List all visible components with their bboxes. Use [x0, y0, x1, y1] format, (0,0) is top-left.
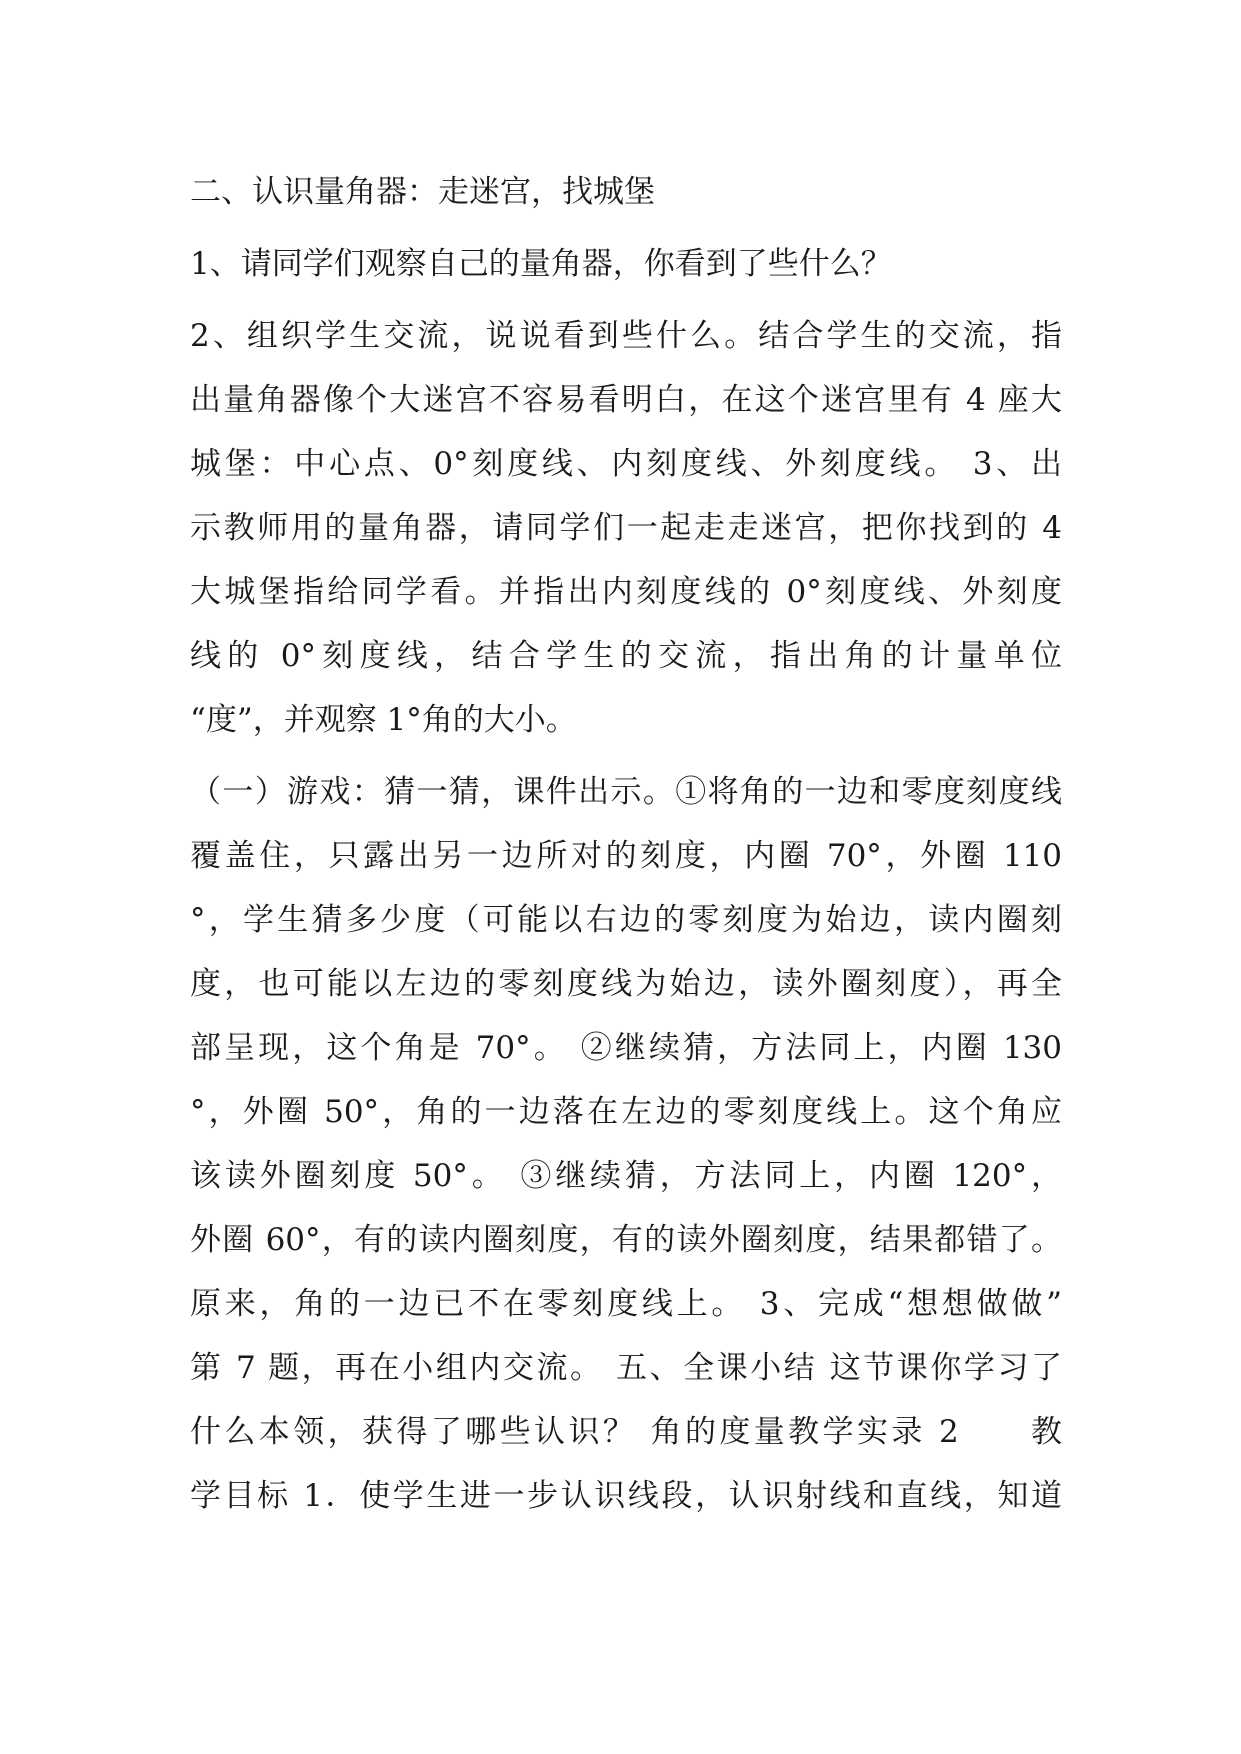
text-line: 度，也可能以左边的零刻度线为始边，读外圈刻度），再全 — [190, 966, 1062, 1002]
text-line: 外圈 60°，有的读内圈刻度，有的读外圈刻度，结果都错了。 — [190, 1222, 1062, 1258]
text-line: 出量角器像个大迷宫不容易看明白，在这个迷宫里有 4 座大 — [190, 382, 1062, 418]
text-line: °，外圈 50°，角的一边落在左边的零刻度线上。这个角应 — [190, 1094, 1062, 1130]
section-heading — [190, 160, 1062, 224]
text-line: 大城堡指给同学看。并指出内刻度线的 0°刻度线、外刻度 — [190, 574, 1062, 610]
document-body — [190, 160, 1062, 1528]
text-line: （一）游戏：猜一猜，课件出示。①将角的一边和零度刻度线 — [190, 774, 1062, 810]
text-line: 二、认识量角器：走迷宫，找城堡 — [190, 174, 655, 210]
text-line: 示教师用的量角器，请同学们一起走走迷宫，把你找到的 4 — [190, 510, 1062, 546]
text-line: 1、请同学们观察自己的量角器，你看到了些什么？ — [190, 246, 892, 282]
text-line: 部呈现，这个角是 70°。 ②继续猜，方法同上，内圈 130 — [190, 1030, 1062, 1066]
paragraph-question — [190, 232, 1062, 296]
text-line: “度”，并观察 1°角的大小。 — [190, 702, 577, 738]
text-line: 2、组织学生交流，说说看到些什么。结合学生的交流，指 — [190, 318, 1062, 354]
text-line: 覆盖住，只露出另一边所对的刻度，内圈 70°，外圈 110 — [190, 838, 1062, 874]
text-line: 线的 0°刻度线，结合学生的交流，指出角的计量单位 — [190, 638, 1062, 674]
paragraph-discussion — [190, 304, 1062, 752]
text-line: 该读外圈刻度 50°。 ③继续猜，方法同上，内圈 120°， — [190, 1158, 1062, 1194]
paragraph-game — [190, 760, 1062, 1528]
text-line: 原来，角的一边已不在零刻度线上。 3、完成“想想做做” — [190, 1286, 1062, 1322]
text-line: 学目标 1．使学生进一步认识线段，认识射线和直线，知道 — [190, 1478, 1062, 1514]
text-line: °，学生猜多少度（可能以右边的零刻度为始边，读内圈刻 — [190, 902, 1062, 938]
text-line: 什么本领，获得了哪些认识？ 角的度量教学实录 2 教 — [190, 1414, 1062, 1450]
text-line: 城堡：中心点、0°刻度线、内刻度线、外刻度线。 3、出 — [190, 446, 1062, 482]
text-line: 第 7 题，再在小组内交流。 五、全课小结 这节课你学习了 — [190, 1350, 1062, 1386]
